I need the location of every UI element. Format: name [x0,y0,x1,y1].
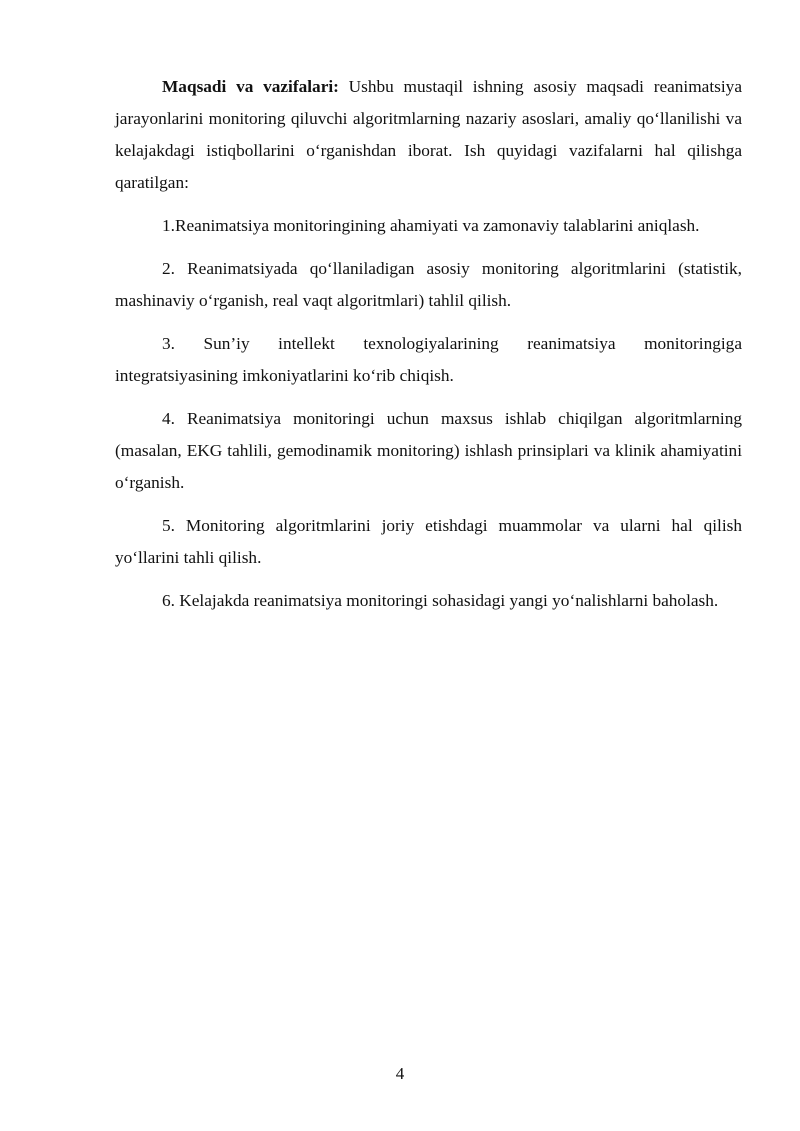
intro-heading: Maqsadi va vazifalari: [162,77,339,96]
page-number: 4 [395,1064,405,1083]
task-item-6: 6. Kelajakda reanimatsiya monitoringi sohasidagi yangi yo‘nalishlarni baholash. [162,591,719,610]
intro-paragraph [115,71,742,199]
task-item-2: 2. Reanimatsiyada qo‘llaniladigan asosiy monitoring algoritmlarini (statistik, mashinaviy o‘rganish, real vaqt algoritmlari) tahlil qilish. [115,259,742,310]
task-item-4: 4. Reanimatsiya monitoringi uchun maxsus ishlab chiqilgan algoritmlarning (masalan, EKG tahlili, gemodinamik monitoring) ishlash prinsiplari va klinik ahamiyatini o‘rganish. [115,409,742,492]
intro-text: Ushbu mustaqil ishning asosiy maqsadi reanimatsiya jarayonlarini monitoring qiluvchi algoritmlarning nazariy asoslari, amaliy qo‘llanilishi va kelajakdagi istiqbollarini o‘rganishdan iborat. Ish quyidagi vazifalarni hal qilishga qaratilgan: [115,77,742,192]
task-item-3: 3. Sun’iy intellekt texnologiyalarining reanimatsiya monitoringiga integratsiyasining imkoniyatlarini ko‘rib chiqish. [115,334,742,385]
task-item-5: 5. Monitoring algoritmlarini joriy etishdagi muammolar va ularni hal qilish yo‘llarini tahli qilish. [115,516,742,567]
task-item-1: 1.Reanimatsiya monitoringining ahamiyati va zamonaviy talablarini aniqlash. [162,216,700,235]
document-page [115,71,742,628]
